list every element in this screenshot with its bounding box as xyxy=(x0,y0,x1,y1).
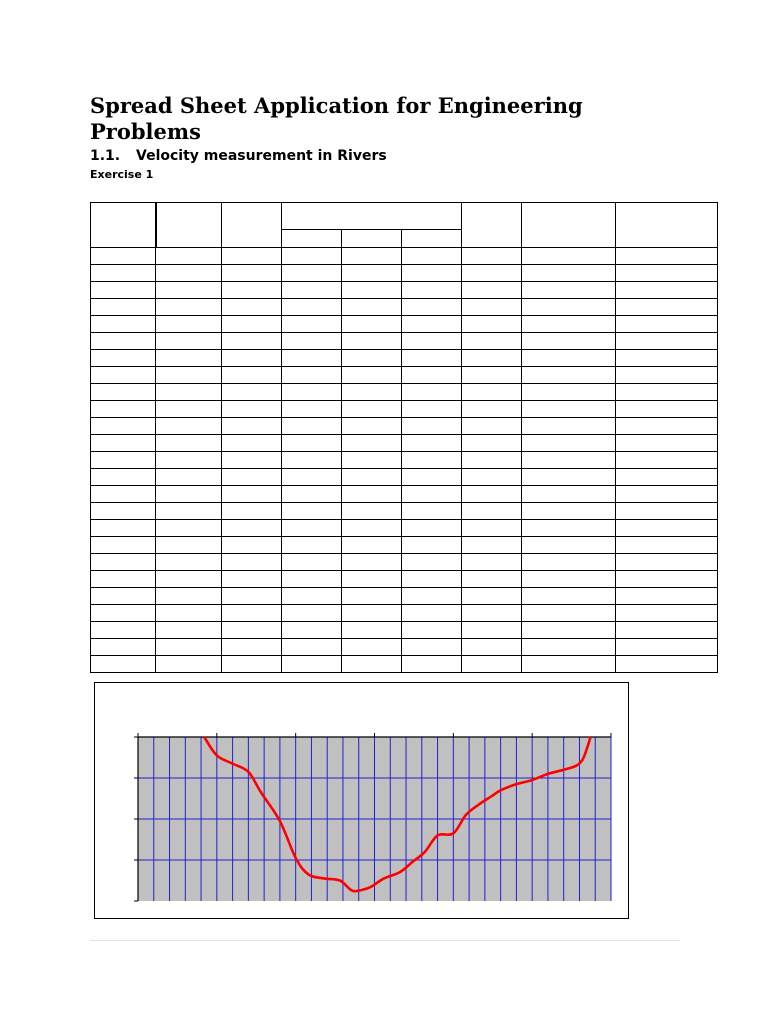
table-cell xyxy=(156,384,222,401)
table-cell xyxy=(616,537,718,554)
table-cell xyxy=(222,435,282,452)
table-cell xyxy=(91,554,156,571)
table-header-cell xyxy=(222,203,282,248)
table-cell xyxy=(462,435,522,452)
section-number: 1.1. xyxy=(90,148,121,164)
table-cell xyxy=(462,571,522,588)
table-cell xyxy=(342,248,402,265)
table-cell xyxy=(156,350,222,367)
exercise-label: Exercise 1 xyxy=(90,168,154,181)
table-cell xyxy=(402,605,462,622)
table-cell xyxy=(462,316,522,333)
table-cell xyxy=(222,384,282,401)
table-cell xyxy=(342,316,402,333)
table-cell xyxy=(462,452,522,469)
table-header-row xyxy=(91,203,718,230)
table-cell xyxy=(522,299,616,316)
table-cell xyxy=(282,639,342,656)
table-cell xyxy=(522,248,616,265)
table-cell xyxy=(91,503,156,520)
table-cell xyxy=(91,350,156,367)
table-cell xyxy=(156,571,222,588)
table-cell xyxy=(156,333,222,350)
table-cell xyxy=(462,605,522,622)
table-cell xyxy=(462,537,522,554)
table-cell xyxy=(156,469,222,486)
table-row xyxy=(91,537,718,554)
table-cell xyxy=(522,571,616,588)
table-cell xyxy=(522,622,616,639)
table-cell xyxy=(156,588,222,605)
table-row xyxy=(91,265,718,282)
table-cell xyxy=(282,605,342,622)
table-cell xyxy=(462,384,522,401)
table-cell xyxy=(282,282,342,299)
table-cell xyxy=(616,316,718,333)
table-row xyxy=(91,282,718,299)
table-cell xyxy=(616,350,718,367)
table-cell xyxy=(342,605,402,622)
table-row xyxy=(91,435,718,452)
table-cell xyxy=(616,656,718,673)
table-cell xyxy=(462,503,522,520)
table-cell xyxy=(522,605,616,622)
table-cell xyxy=(342,656,402,673)
section-title: Velocity measurement in Rivers xyxy=(136,148,387,164)
table-cell xyxy=(222,299,282,316)
table-cell xyxy=(522,350,616,367)
table-cell xyxy=(616,367,718,384)
table-header-cell xyxy=(522,203,616,248)
table-cell xyxy=(342,452,402,469)
table-cell xyxy=(342,384,402,401)
table-cell xyxy=(91,384,156,401)
table-cell xyxy=(156,503,222,520)
table-cell xyxy=(342,571,402,588)
table-cell xyxy=(402,537,462,554)
table-cell xyxy=(616,622,718,639)
table-cell xyxy=(342,435,402,452)
table-cell xyxy=(462,469,522,486)
table-cell xyxy=(402,248,462,265)
table-cell xyxy=(616,452,718,469)
table-cell xyxy=(222,571,282,588)
table-cell xyxy=(282,520,342,537)
document-title: Spread Sheet Application for Engineering Problems xyxy=(90,93,583,144)
table-cell xyxy=(462,367,522,384)
table-cell xyxy=(342,333,402,350)
table-subheader-cell xyxy=(402,230,462,248)
page-divider xyxy=(90,940,680,941)
data-table xyxy=(90,202,718,673)
table-cell xyxy=(342,588,402,605)
table-cell xyxy=(156,316,222,333)
table-cell xyxy=(156,537,222,554)
table-cell xyxy=(402,350,462,367)
table-cell xyxy=(462,401,522,418)
table-cell xyxy=(616,418,718,435)
table-cell xyxy=(282,486,342,503)
table-cell xyxy=(282,401,342,418)
table-cell xyxy=(462,418,522,435)
table-cell xyxy=(616,282,718,299)
table-cell xyxy=(616,265,718,282)
table-cell xyxy=(522,333,616,350)
table-cell xyxy=(402,265,462,282)
table-cell xyxy=(222,333,282,350)
table-cell xyxy=(222,452,282,469)
table-cell xyxy=(222,537,282,554)
table-cell xyxy=(616,248,718,265)
table-row xyxy=(91,486,718,503)
table-cell xyxy=(91,316,156,333)
table-cell xyxy=(462,265,522,282)
table-cell xyxy=(402,571,462,588)
table-cell xyxy=(522,503,616,520)
table-cell xyxy=(402,469,462,486)
table-cell xyxy=(222,248,282,265)
table-cell xyxy=(91,265,156,282)
table-cell xyxy=(342,503,402,520)
table-row xyxy=(91,503,718,520)
table-cell xyxy=(402,384,462,401)
table-cell xyxy=(522,639,616,656)
table-cell xyxy=(91,571,156,588)
table-cell xyxy=(616,299,718,316)
table-row xyxy=(91,350,718,367)
table-cell xyxy=(616,554,718,571)
table-row xyxy=(91,469,718,486)
table-cell xyxy=(402,520,462,537)
table-row xyxy=(91,520,718,537)
table-cell xyxy=(342,537,402,554)
table-cell xyxy=(462,282,522,299)
table-cell xyxy=(402,452,462,469)
table-cell xyxy=(462,639,522,656)
table-cell xyxy=(342,486,402,503)
table-cell xyxy=(462,350,522,367)
table-cell xyxy=(522,520,616,537)
table-cell xyxy=(616,639,718,656)
table-body xyxy=(91,248,718,673)
table-cell xyxy=(522,486,616,503)
table-cell xyxy=(616,435,718,452)
table-cell xyxy=(222,503,282,520)
table-cell xyxy=(222,656,282,673)
table-cell xyxy=(91,282,156,299)
table-cell xyxy=(91,656,156,673)
table-cell xyxy=(222,469,282,486)
table-cell xyxy=(156,452,222,469)
river-profile-chart xyxy=(95,683,628,918)
table-cell xyxy=(342,520,402,537)
table-cell xyxy=(616,384,718,401)
table-cell xyxy=(342,265,402,282)
table-cell xyxy=(462,333,522,350)
table-cell xyxy=(156,656,222,673)
table-cell xyxy=(222,282,282,299)
table-row xyxy=(91,639,718,656)
table-cell xyxy=(222,350,282,367)
table-cell xyxy=(462,554,522,571)
table-cell xyxy=(222,639,282,656)
table-cell xyxy=(342,282,402,299)
table-cell xyxy=(222,588,282,605)
table-cell xyxy=(462,622,522,639)
table-header-cell xyxy=(156,203,222,248)
table-cell xyxy=(91,435,156,452)
table-cell xyxy=(282,622,342,639)
table-cell xyxy=(402,588,462,605)
table-cell xyxy=(402,316,462,333)
table-row xyxy=(91,452,718,469)
table-cell xyxy=(156,367,222,384)
table-cell xyxy=(402,418,462,435)
table-cell xyxy=(156,605,222,622)
table-cell xyxy=(282,316,342,333)
table-cell xyxy=(342,622,402,639)
table-cell xyxy=(91,367,156,384)
table-cell xyxy=(342,418,402,435)
table-subheader-cell xyxy=(282,230,342,248)
table-cell xyxy=(222,520,282,537)
table-cell xyxy=(616,503,718,520)
table-cell xyxy=(616,333,718,350)
table-row xyxy=(91,605,718,622)
table-cell xyxy=(522,452,616,469)
table-cell xyxy=(402,282,462,299)
table-header-cell xyxy=(462,203,522,248)
table-cell xyxy=(616,486,718,503)
table-cell xyxy=(522,384,616,401)
table-cell xyxy=(402,435,462,452)
table-row xyxy=(91,656,718,673)
table-cell xyxy=(91,639,156,656)
table-cell xyxy=(616,588,718,605)
table-cell xyxy=(91,622,156,639)
table-cell xyxy=(91,520,156,537)
table-cell xyxy=(282,469,342,486)
table-cell xyxy=(222,265,282,282)
table-cell xyxy=(522,469,616,486)
table-cell xyxy=(156,265,222,282)
table-cell xyxy=(522,401,616,418)
table-cell xyxy=(402,367,462,384)
table-row xyxy=(91,333,718,350)
table-cell xyxy=(342,469,402,486)
table-cell xyxy=(282,554,342,571)
table-cell xyxy=(342,367,402,384)
table-row xyxy=(91,418,718,435)
table-cell xyxy=(402,622,462,639)
table-cell xyxy=(156,418,222,435)
table-cell xyxy=(282,435,342,452)
table-cell xyxy=(402,639,462,656)
table-cell xyxy=(522,282,616,299)
table-cell xyxy=(222,554,282,571)
table-cell xyxy=(282,265,342,282)
table-cell xyxy=(462,248,522,265)
table-cell xyxy=(282,299,342,316)
table-row xyxy=(91,248,718,265)
table-cell xyxy=(91,299,156,316)
table-header-group-cell xyxy=(282,203,462,230)
table-cell xyxy=(222,316,282,333)
table-cell xyxy=(91,588,156,605)
table-cell xyxy=(616,520,718,537)
table-row xyxy=(91,554,718,571)
table-cell xyxy=(156,622,222,639)
table-cell xyxy=(222,486,282,503)
table-cell xyxy=(91,401,156,418)
table-cell xyxy=(522,554,616,571)
table-cell xyxy=(522,537,616,554)
table-cell xyxy=(342,401,402,418)
table-row xyxy=(91,571,718,588)
table-cell xyxy=(342,639,402,656)
table-cell xyxy=(222,401,282,418)
table-cell xyxy=(156,435,222,452)
table-cell xyxy=(402,401,462,418)
table-cell xyxy=(282,333,342,350)
table-cell xyxy=(282,367,342,384)
table-cell xyxy=(282,503,342,520)
table-cell xyxy=(522,316,616,333)
table-cell xyxy=(402,656,462,673)
table-row xyxy=(91,401,718,418)
table-row xyxy=(91,299,718,316)
table-cell xyxy=(402,486,462,503)
table-cell xyxy=(91,605,156,622)
table-cell xyxy=(522,435,616,452)
table-cell xyxy=(91,452,156,469)
table-cell xyxy=(462,486,522,503)
table-cell xyxy=(282,588,342,605)
table-cell xyxy=(282,571,342,588)
table-cell xyxy=(282,537,342,554)
table-cell xyxy=(156,520,222,537)
table-row xyxy=(91,622,718,639)
table-subheader-cell xyxy=(342,230,402,248)
table-cell xyxy=(91,537,156,554)
table-cell xyxy=(462,656,522,673)
table-row xyxy=(91,588,718,605)
table-cell xyxy=(616,571,718,588)
table-cell xyxy=(342,299,402,316)
table-cell xyxy=(342,554,402,571)
table-cell xyxy=(522,418,616,435)
table-row xyxy=(91,367,718,384)
table-cell xyxy=(342,350,402,367)
table-cell xyxy=(402,333,462,350)
table-cell xyxy=(91,486,156,503)
table-cell xyxy=(222,367,282,384)
table-cell xyxy=(402,554,462,571)
table-cell xyxy=(156,401,222,418)
table-cell xyxy=(282,248,342,265)
table-cell xyxy=(616,469,718,486)
table-cell xyxy=(522,588,616,605)
table-header-cell xyxy=(616,203,718,248)
table-cell xyxy=(282,350,342,367)
table-cell xyxy=(402,299,462,316)
table-cell xyxy=(156,554,222,571)
table-cell xyxy=(156,486,222,503)
table-cell xyxy=(282,384,342,401)
table-row xyxy=(91,384,718,401)
table-cell xyxy=(462,588,522,605)
table-cell xyxy=(91,469,156,486)
chart-frame xyxy=(94,682,629,919)
table-cell xyxy=(616,605,718,622)
table-header-cell xyxy=(91,203,156,248)
table-cell xyxy=(91,248,156,265)
table-cell xyxy=(282,452,342,469)
table-cell xyxy=(282,656,342,673)
table-cell xyxy=(91,333,156,350)
table-cell xyxy=(616,401,718,418)
table-cell xyxy=(402,503,462,520)
table-cell xyxy=(156,282,222,299)
table-row xyxy=(91,316,718,333)
table-cell xyxy=(522,367,616,384)
table-cell xyxy=(522,265,616,282)
table-cell xyxy=(156,639,222,656)
table-cell xyxy=(156,248,222,265)
table-cell xyxy=(222,622,282,639)
section-heading xyxy=(90,148,387,164)
table-cell xyxy=(522,656,616,673)
table-cell xyxy=(91,418,156,435)
table-cell xyxy=(462,520,522,537)
table-cell xyxy=(462,299,522,316)
table-cell xyxy=(222,418,282,435)
table-cell xyxy=(156,299,222,316)
table-cell xyxy=(222,605,282,622)
table-cell xyxy=(282,418,342,435)
